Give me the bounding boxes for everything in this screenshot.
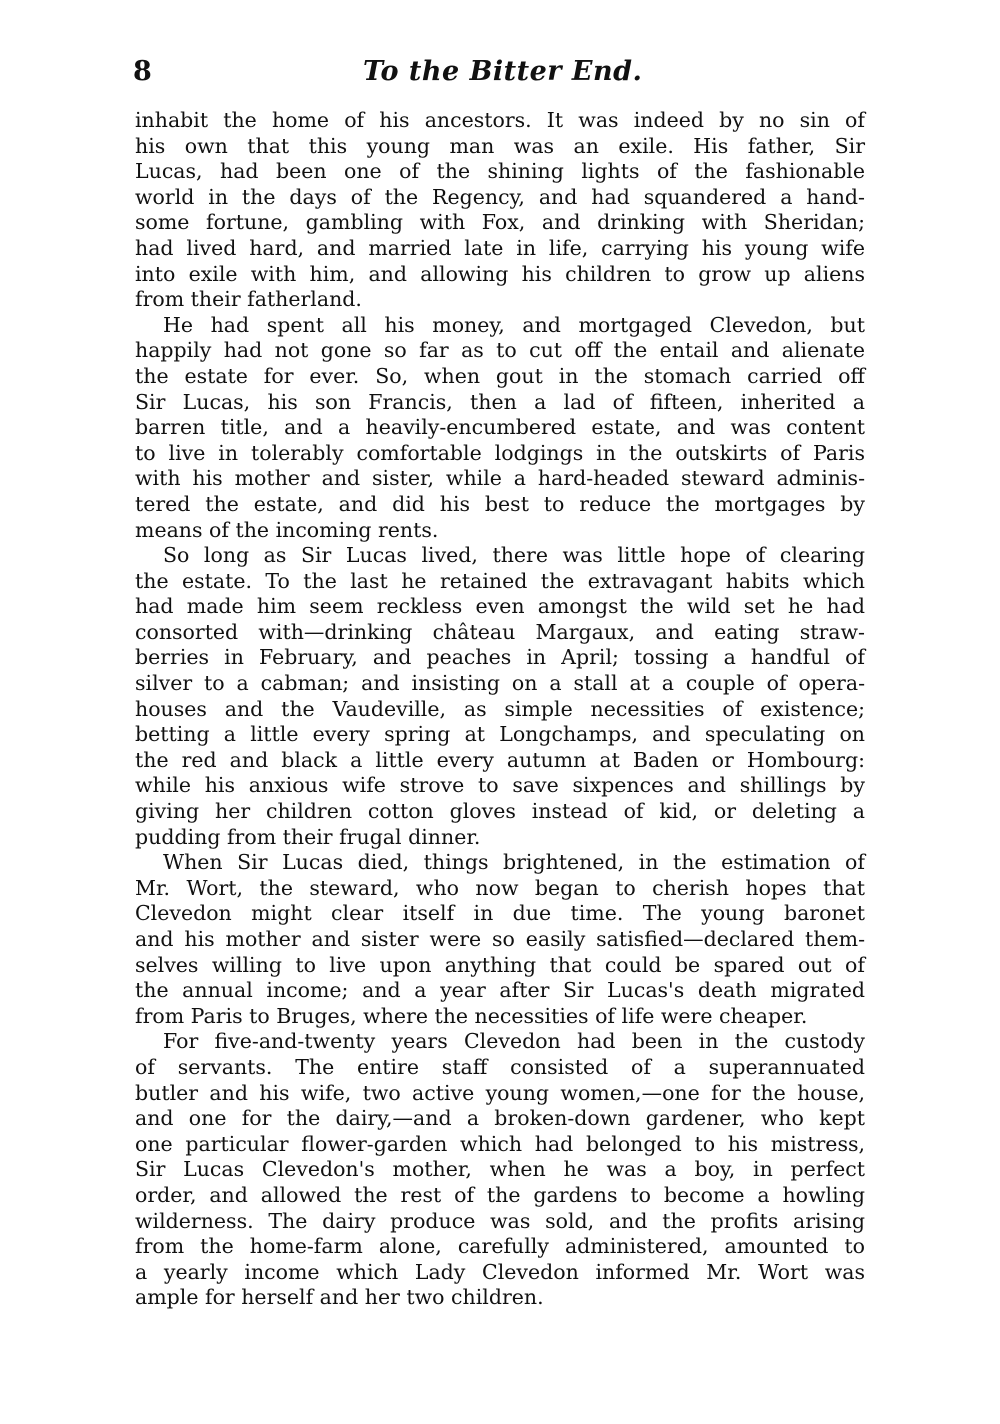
text-line: Clevedon might clear itself in due time. The young baronet (135, 901, 865, 926)
text-line: the annual income; and a year after Sir Lucas's death migrated (135, 978, 865, 1003)
text-line: butler and his wife, two active young women,—one for the house, (135, 1080, 865, 1105)
paragraph (135, 1029, 865, 1311)
text-line: the estate for ever. So, when gout in the stomach carried off (135, 363, 865, 388)
paragraph (135, 543, 865, 850)
text-line: So long as Sir Lucas lived, there was little hope of clearing (163, 543, 865, 568)
text-line: means of the incoming rents. (135, 517, 439, 542)
text-line: selves willing to live upon anything that could be spared out of (135, 952, 865, 977)
text-line: Sir Lucas, his son Francis, then a lad of fifteen, inherited a (135, 389, 865, 414)
text-line: houses and the Vaudeville, as simple necessities of existence; (135, 696, 865, 721)
text-line: happily had not gone so far as to cut off the entail and alienate (135, 338, 865, 363)
text-line: tered the estate, and did his best to reduce the mortgages by (135, 491, 865, 516)
text-line: pudding from their frugal dinner. (135, 824, 481, 849)
text-line: a yearly income which Lady Clevedon informed Mr. Wort was (135, 1259, 865, 1284)
page-header (133, 52, 865, 92)
text-line: For five-and-twenty years Clevedon had been in the custody (163, 1029, 865, 1054)
text-line: Sir Lucas Clevedon's mother, when he was a boy, in perfect (135, 1157, 865, 1182)
text-line: silver to a cabman; and insisting on a stall at a couple of opera- (135, 671, 865, 696)
text-line: Lucas, had been one of the shining lights of the fashionable (135, 159, 865, 184)
text-line: into exile with him, and allowing his children to grow up aliens (135, 261, 865, 286)
text-line: had made him seem reckless even amongst the wild set he had (135, 594, 865, 619)
paragraph (135, 108, 865, 313)
body-text (135, 108, 865, 1311)
paragraph (135, 313, 865, 543)
running-title: To the Bitter End. (363, 56, 643, 87)
text-line: the estate. To the last he retained the extravagant habits which (135, 568, 865, 593)
text-line: betting a little every spring at Longchamps, and speculating on (135, 722, 865, 747)
paragraph (135, 850, 865, 1029)
text-line: He had spent all his money, and mortgaged Clevedon, but (163, 312, 865, 337)
text-line: and one for the dairy,—and a broken-down gardener, who kept (135, 1106, 865, 1131)
text-line: and his mother and sister were so easily satisfied—declared them- (135, 927, 865, 951)
text-line: inhabit the home of his ancestors. It was indeed by no sin of (135, 108, 865, 132)
text-line: his own that this young man was an exile. His father, Sir (135, 133, 865, 158)
text-line: world in the days of the Regency, and had squandered a hand- (135, 184, 865, 209)
text-line: Mr. Wort, the steward, who now began to cherish hopes that (135, 875, 865, 900)
text-line: had lived hard, and married late in life, carrying his young wife (135, 235, 865, 260)
text-line: from their fatherland. (135, 287, 362, 312)
text-line: from the home-farm alone, carefully administered, amounted to (135, 1234, 865, 1259)
text-line: ample for herself and her two children. (135, 1285, 544, 1310)
text-line: consorted with—drinking château Margaux, and eating straw- (135, 619, 865, 644)
text-line: some fortune, gambling with Fox, and drinking with Sheridan; (135, 210, 865, 235)
text-line: with his mother and sister, while a hard-headed steward adminis- (135, 466, 865, 491)
text-line: wilderness. The dairy produce was sold, and the profits arising (135, 1208, 865, 1233)
text-line: order, and allowed the rest of the gardens to become a howling (135, 1182, 865, 1207)
text-line: to live in tolerably comfortable lodgings in the outskirts of Paris (135, 440, 865, 465)
text-line: while his anxious wife strove to save sixpences and shillings by (135, 773, 865, 798)
text-line: When Sir Lucas died, things brightened, in the estimation of (163, 850, 865, 875)
page-number: 8 (133, 56, 152, 87)
text-line: from Paris to Bruges, where the necessities of life were cheaper. (135, 1003, 808, 1028)
text-line: of servants. The entire staff consisted of a superannuated (135, 1054, 865, 1079)
text-line: one particular flower-garden which had belonged to his mistress, (135, 1131, 865, 1156)
text-line: giving her children cotton gloves instead of kid, or deleting a (135, 799, 865, 824)
text-line: berries in February, and peaches in April; tossing a handful of (135, 645, 865, 670)
text-line: barren title, and a heavily-encumbered estate, and was content (135, 415, 865, 440)
text-line: the red and black a little every autumn at Baden or Hombourg: (135, 747, 865, 772)
